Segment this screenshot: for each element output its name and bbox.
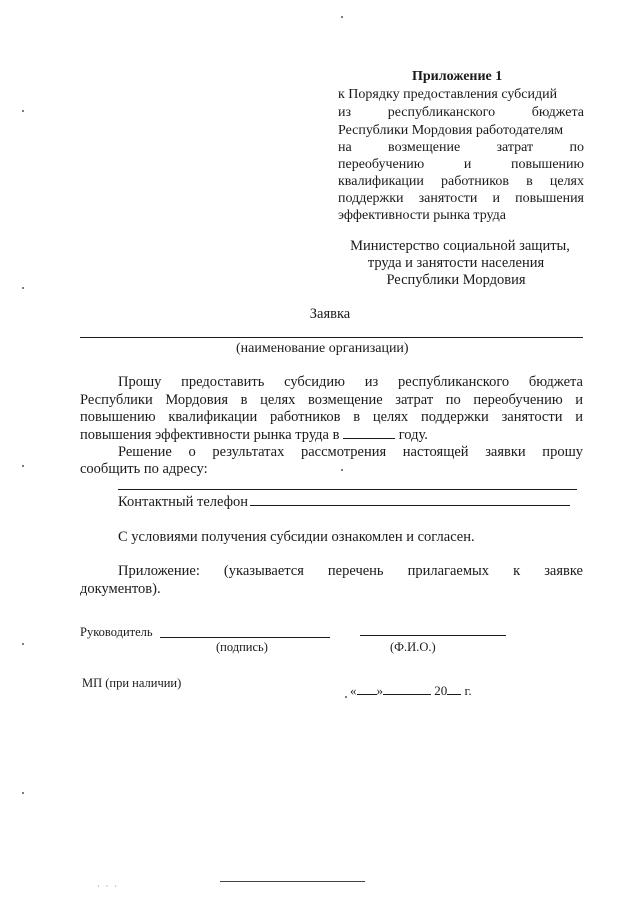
agreement-text: С условиями получения субсидии ознакомлен и согласен. [118, 529, 475, 545]
signature-line[interactable] [160, 637, 330, 638]
contact-phone-label: Контактный телефон [118, 494, 249, 510]
appendix-line: поддержки занятости и повышения [338, 191, 584, 206]
scan-speck [22, 465, 24, 467]
date-month-field[interactable] [383, 682, 431, 695]
date-year-field[interactable] [447, 682, 461, 695]
addressee-line: Министерство социальной защиты, [350, 238, 570, 254]
request-line: Республики Мордовия в целях возмещение затрат по переобучению и [80, 392, 583, 408]
stamp-label: МП (при наличии) [82, 676, 182, 690]
address-line[interactable] [118, 489, 577, 490]
attachment-line: Приложение: (указывается перечень прилагаемых к заявке [118, 563, 583, 579]
request-line: повышению квалификации работников в целях поддержки занятости и [80, 409, 583, 425]
attachment-line: документов). [80, 581, 161, 597]
organization-caption: (наименование организации) [236, 341, 409, 356]
date-year-prefix: 20 [434, 683, 448, 698]
date-year-suffix: г. [464, 683, 472, 698]
appendix-line: из республиканского бюджета [338, 105, 584, 120]
scan-speck [22, 792, 24, 794]
full-name-line[interactable] [360, 635, 506, 636]
decision-line: Решение о результатах рассмотрения настоящей заявки прошу [118, 444, 583, 460]
addressee-line: труда и занятости населения [367, 255, 545, 271]
appendix-line: переобучению и повышению [338, 157, 584, 172]
appendix-line: Республики Мордовия работодателям [338, 123, 564, 138]
contact-phone-field[interactable] [250, 491, 570, 506]
appendix-line: на возмещение затрат по [338, 140, 584, 155]
date-open-quote: « [350, 683, 357, 698]
appendix-title: Приложение 1 [412, 69, 503, 84]
appendix-line: к Порядку предоставления субсидий [338, 87, 558, 102]
scan-speck [341, 469, 343, 471]
full-name-caption: (Ф.И.О.) [390, 640, 436, 654]
addressee-line: Республики Мордовия [386, 272, 526, 288]
contact-phone-row [118, 491, 570, 511]
appendix-line: эффективности рынка труда [338, 208, 506, 223]
date-day-field[interactable] [357, 682, 377, 695]
application-title: Заявка [309, 306, 351, 322]
decision-line: сообщить по адресу: [80, 461, 208, 477]
signature-caption: (подпись) [216, 640, 268, 654]
date-close-quote: » [376, 683, 383, 698]
request-line: Прошу предоставить субсидию из республиканского бюджета [118, 374, 583, 390]
scan-speck [22, 287, 24, 289]
scan-speck [22, 643, 24, 645]
scan-speck [345, 696, 347, 698]
scan-bottom-line [220, 881, 365, 882]
scan-speck [341, 16, 343, 18]
date-row [350, 682, 472, 699]
request-year-suffix: году. [398, 427, 428, 443]
request-line [80, 425, 583, 443]
request-line-text: повышения эффективности рынка труда в [80, 427, 340, 443]
head-label: Руководитель [80, 625, 153, 639]
appendix-line: квалификации работников в целях [338, 174, 584, 189]
scan-speck [22, 110, 24, 112]
year-blank-field[interactable] [343, 425, 395, 439]
scan-dots: · · · [97, 882, 119, 891]
organization-name-line[interactable] [80, 337, 583, 338]
